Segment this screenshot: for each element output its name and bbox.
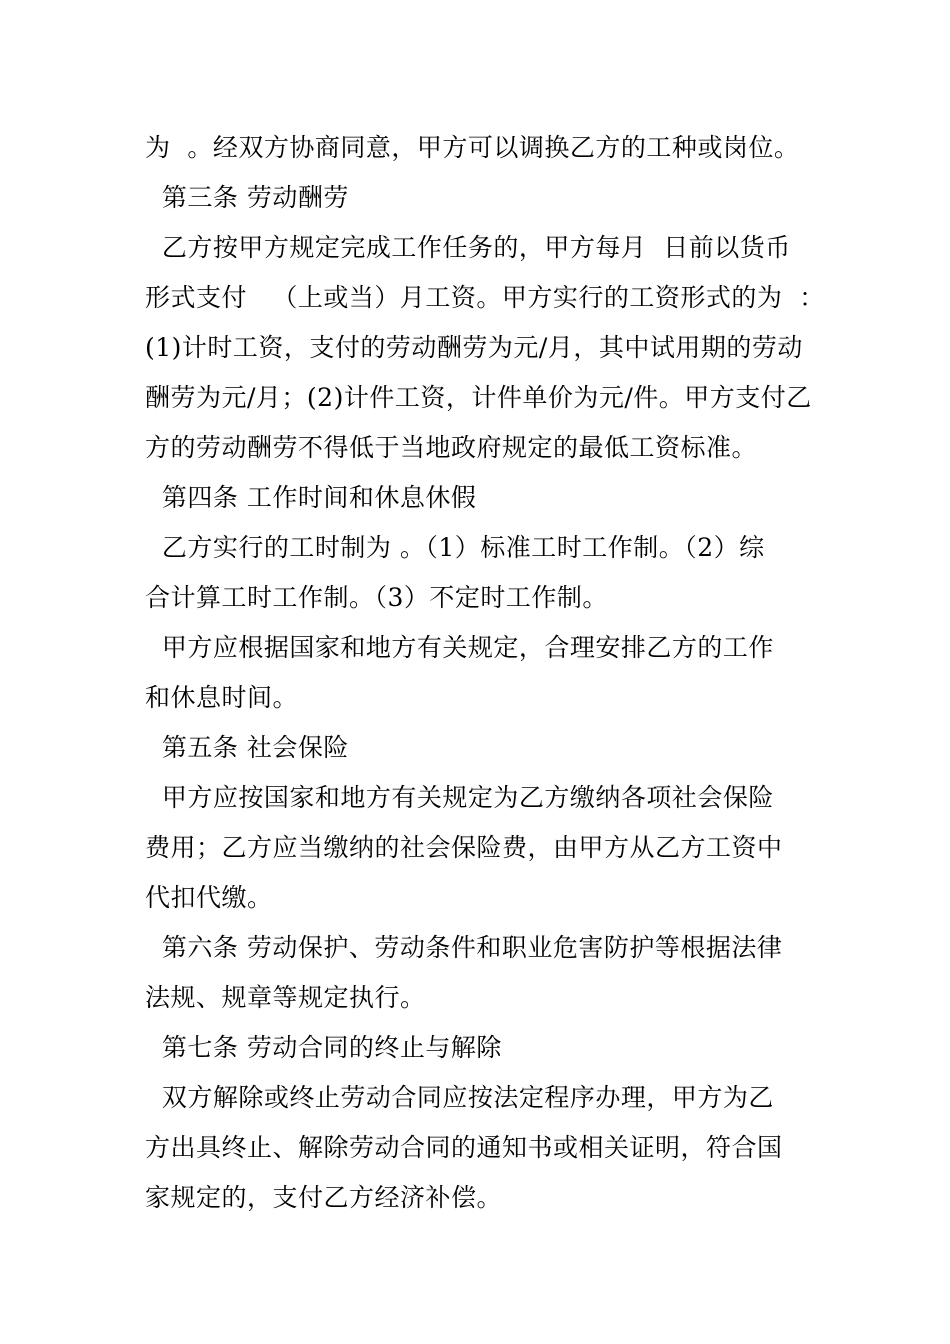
text-line: 酬劳为元/月；(2)计件工资，计件单价为元/件。甲方支付乙 [145,383,812,412]
text-line: 双方解除或终止劳动合同应按法定程序办理，甲方为乙 [145,1083,774,1112]
article-heading: 第五条 社会保险 [145,733,349,762]
text-line: 合计算工时工作制。（3）不定时工作制。 [145,583,608,612]
article-heading: 第三条 劳动酬劳 [145,183,349,212]
text-line: 甲方应根据国家和地方有关规定，合理安排乙方的工作 [145,633,774,662]
article-heading: 第四条 工作时间和休息休假 [145,483,477,512]
article-heading: 第六条 劳动保护、劳动条件和职业危害防护等根据法律 [145,933,783,962]
text-line: 方的劳动酬劳不得低于当地政府规定的最低工资标准。 [145,433,758,462]
text-line: 法规、规章等规定执行。 [145,983,426,1012]
article-heading: 第七条 劳动合同的终止与解除 [145,1033,502,1062]
text-line: 代扣代缴。 [145,883,273,912]
text-line: 费用；乙方应当缴纳的社会保险费，由甲方从乙方工资中 [145,833,783,862]
text-line: 甲方应按国家和地方有关规定为乙方缴纳各项社会保险 [145,783,774,812]
text-line: 为 。经双方协商同意，甲方可以调换乙方的工种或岗位。 [145,133,800,162]
text-line: 和休息时间。 [145,683,299,712]
text-line: (1)计时工资，支付的劳动酬劳为元/月，其中试用期的劳动 [145,333,803,362]
text-line: 家规定的，支付乙方经济补偿。 [145,1183,503,1212]
text-line: 方出具终止、解除劳动合同的通知书或相关证明，符合国 [145,1133,783,1162]
text-line: 形式支付 （上或当）月工资。甲方实行的工资形式的为 ： [145,283,825,312]
text-line: 乙方实行的工时制为 。（1）标准工时工作制。（2）综 [145,533,765,562]
text-line: 乙方按甲方规定完成工作任务的，甲方每月 日前以货币 [145,233,791,262]
